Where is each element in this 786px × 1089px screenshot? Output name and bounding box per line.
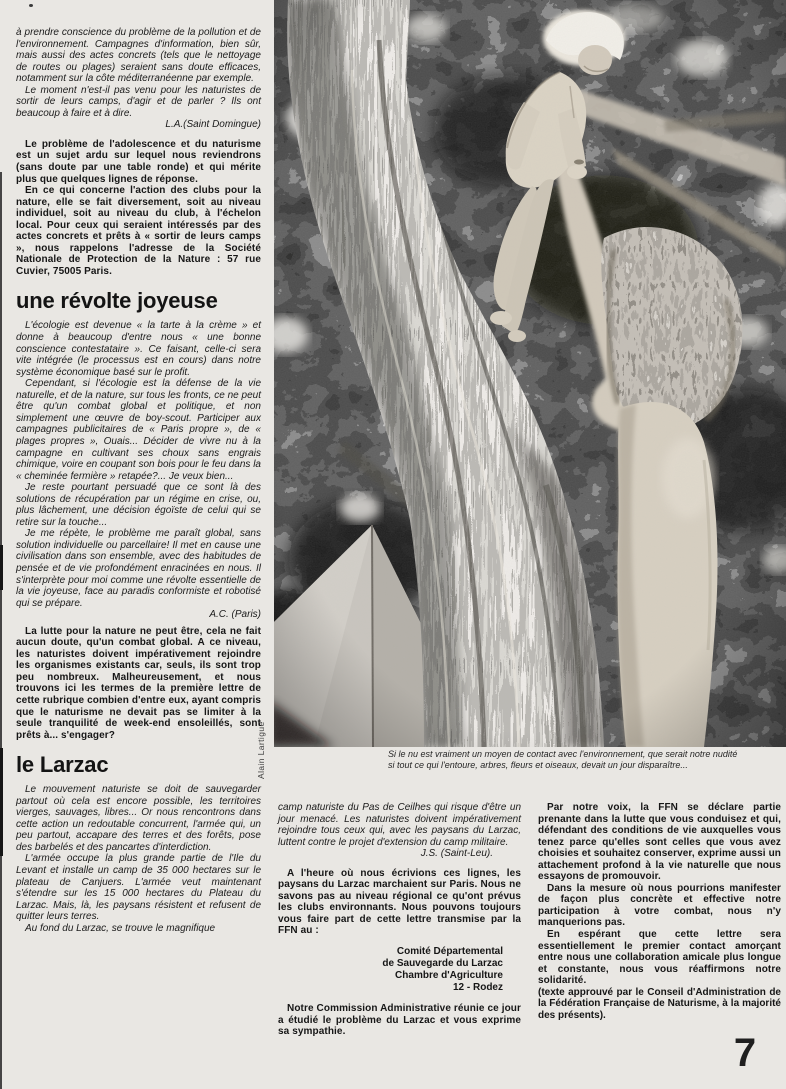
right-column — [538, 802, 781, 1021]
signature: J.S. (Saint-Leu). — [420, 848, 493, 860]
article-paragraph: Par notre voix, la FFN se déclare partie prenante dans la lutte que vous conduisez et qui, défendant des conditions de vie auxquelles vous tenez parce qu'elles sont celles que vous avez choisies et souhaitez conserver, exprime aussi un attachement profond à la vie naturelle que nous essayons de promouvoir. — [538, 802, 781, 883]
address-line-4: 12 - Rodez — [452, 982, 503, 994]
page-number: 7 — [733, 1031, 757, 1075]
photo — [274, 0, 786, 747]
photo-credit: Alain Lartigue — [256, 721, 266, 779]
article-paragraph: L'écologie est devenue « la tarte à la crème » et donne à beaucoup d'entre nous « une bonne conscience contestataire ». Ce faisant, celle-ci sera vite intégrée (le processus est en cours) dans notre système économique basé sur le profit. — [16, 320, 261, 378]
address-line-1: Comité Départemental — [396, 946, 503, 958]
address-line-2: de Sauvegarde du Larzac — [382, 958, 503, 970]
vignette — [274, 0, 786, 747]
article-paragraph: Le mouvement naturiste se doit de sauvegarder partout où cela est encore possible, les territoires vierges, sauvages, libres... Or nous rencontrons dans cette action un redoutable concurrent, l'armée qui, un peu partout, accapare des terres et des forêts, pose des barbelés et des pancartes d'interdiction. — [16, 784, 261, 853]
signature: A.C. (Paris) — [209, 609, 261, 621]
section-heading-revolte: une révolte joyeuse — [16, 288, 218, 314]
caption-line-2: si tout ce qui l'entoure, arbres, fleurs et oiseaux, devait un jour disparaître... — [388, 760, 688, 770]
section-heading-larzac: le Larzac — [16, 752, 109, 778]
article-paragraph: camp naturiste du Pas de Ceilhes qui risque d'être un jour menacé. Les naturistes doivent impérativement rejoindre tous ceux qui, avec les paysans du Larzac, luttent contre le projet d'extension du camp militaire. — [278, 802, 521, 848]
scan-artifact — [0, 545, 3, 590]
article-paragraph: à prendre conscience du problème de la pollution et de l'environnement. Campagnes d'information, bien sûr, mais aussi des actes concrets (tels que le nettoyage de routes ou plages) seraient sans doute efficaces, notamment sur la côte méditerranéenne par exemple. — [16, 27, 261, 85]
scan-artifact — [0, 748, 3, 856]
article-paragraph: Dans la mesure où nous pourrions manifester de façon plus concrète et effective notre participation à votre combat, nous n'y manquerions pas. — [538, 882, 781, 929]
article-paragraph: Je reste pourtant persuadé que ce sont là des solutions de récupération par un régime en crise, ou, plus lâchement, une décision égoïste de celui qui se retire sur la touche... — [16, 482, 261, 528]
article-paragraph: A l'heure où nous écrivions ces lignes, les paysans du Larzac marchaient sur Paris. Nous ne savons pas au niveau régional ce qu'ont prévus les clubs environnants. Nous pouvons toujours vous faire part de cette lettre transmise par la FFN au : — [278, 867, 521, 937]
left-column — [16, 27, 261, 934]
article-paragraph: Le problème de l'adolescence et du naturisme est un sujet ardu sur lequel nous reviendrons (sans doute par une table ronde) et qui mérite plus que quelques lignes de réponse. — [16, 138, 261, 185]
scan-artifact — [0, 172, 2, 1089]
signature: L.A.(Saint Domingue) — [165, 119, 261, 131]
photo-illustration — [274, 0, 786, 747]
middle-column — [278, 802, 521, 1038]
article-paragraph: L'armée occupe la plus grande partie de l'Ile du Levant et installe un camp de 35 000 hectares sur le plateau de Canjuers. L'armée veut maintenant s'étendre sur les 15 000 hectares du Plateau du Larzac. Mais, là, les paysans résistent et refusent de quitter leurs terres. — [16, 853, 261, 923]
article-paragraph: En ce qui concerne l'action des clubs pour la nature, elle se fait diversement, soit au niveau individuel, soit au niveau du club, à l'échelon local. Pour ceux qui seraient intéressés par des actes concrets et prêts à « sortir de leurs camps », nous rappelons l'adresse de la Société Nationale de Protection de la Nature : 57 rue Cuvier, 75005 Paris. — [16, 185, 261, 277]
caption-line-1: Si le nu est vraiment un moyen de contact avec l'environnement, que serait notre nudité — [388, 749, 738, 759]
photo-caption — [388, 749, 776, 771]
article-paragraph: La lutte pour la nature ne peut être, cela ne fait aucun doute, qu'un combat global. A ce niveau, les naturistes doivent impérativement rejoindre les organismes existants car, seuls, ils sont trop peu nombreux. Malheureusement, et nous trouvons ici les termes de la première lettre de cette rubrique combien d'entre eux, ayant compris que le naturisme ne devait pas se limiter à la seule tranquilité de week-end ensoleillés, sont prêts à... s'engager? — [16, 625, 261, 741]
article-paragraph: Au fond du Larzac, se trouve le magnifique — [25, 922, 216, 934]
article-paragraph: En espérant que cette lettre sera essentiellement le premier contact amorçant entre nous une collaboration amicale plus longue et constante, nous vous réaffirmons notre solidarité. — [538, 929, 781, 987]
article-paragraph: Cependant, si l'écologie est la défense de la vie naturelle, et de la nature, sur tous les fronts, ce ne peut être qu'un combat global et politique, et non simplement une œuvre de boy-scout. Participer aux campagnes publicitaires de « Paris propre », de « plages propres », Ouais... Décider de vivre nu à la campagne en cultivant ses choux sans engrais chimique, voire en coupant son bois pour le feu dans la « cheminée fermière » retapée?... Je veux bien... — [16, 378, 261, 482]
article-paragraph: Je me répète, le problème me paraît global, sans solution individuelle ou parcellaire! Il met en cause une civilisation dans son ensemble, avec des habitudes de pensée et de vie profondément enracinées en nous. Il s'interprète pour moi comme une révolte essentielle de la vie joyeuse, face au paradis conformiste et robotisé qui se prépare. — [16, 528, 261, 609]
approval-note: (texte approuvé par le Conseil d'Administration de la Fédération Française de Naturisme, à la majorité des présents). — [538, 986, 781, 1021]
article-paragraph: Le moment n'est-il pas venu pour les naturistes de sortir de leurs camps, d'agir et de parler ? Ils ont beaucoup à faire et à dire. — [16, 84, 261, 119]
article-paragraph: Notre Commission Administrative réunie ce jour a étudié le problème du Larzac et vous exprime sa sympathie. — [278, 1003, 521, 1038]
address-block — [278, 946, 521, 994]
address-line-3: Chambre d'Agriculture — [395, 970, 503, 982]
scan-artifact — [29, 4, 33, 7]
